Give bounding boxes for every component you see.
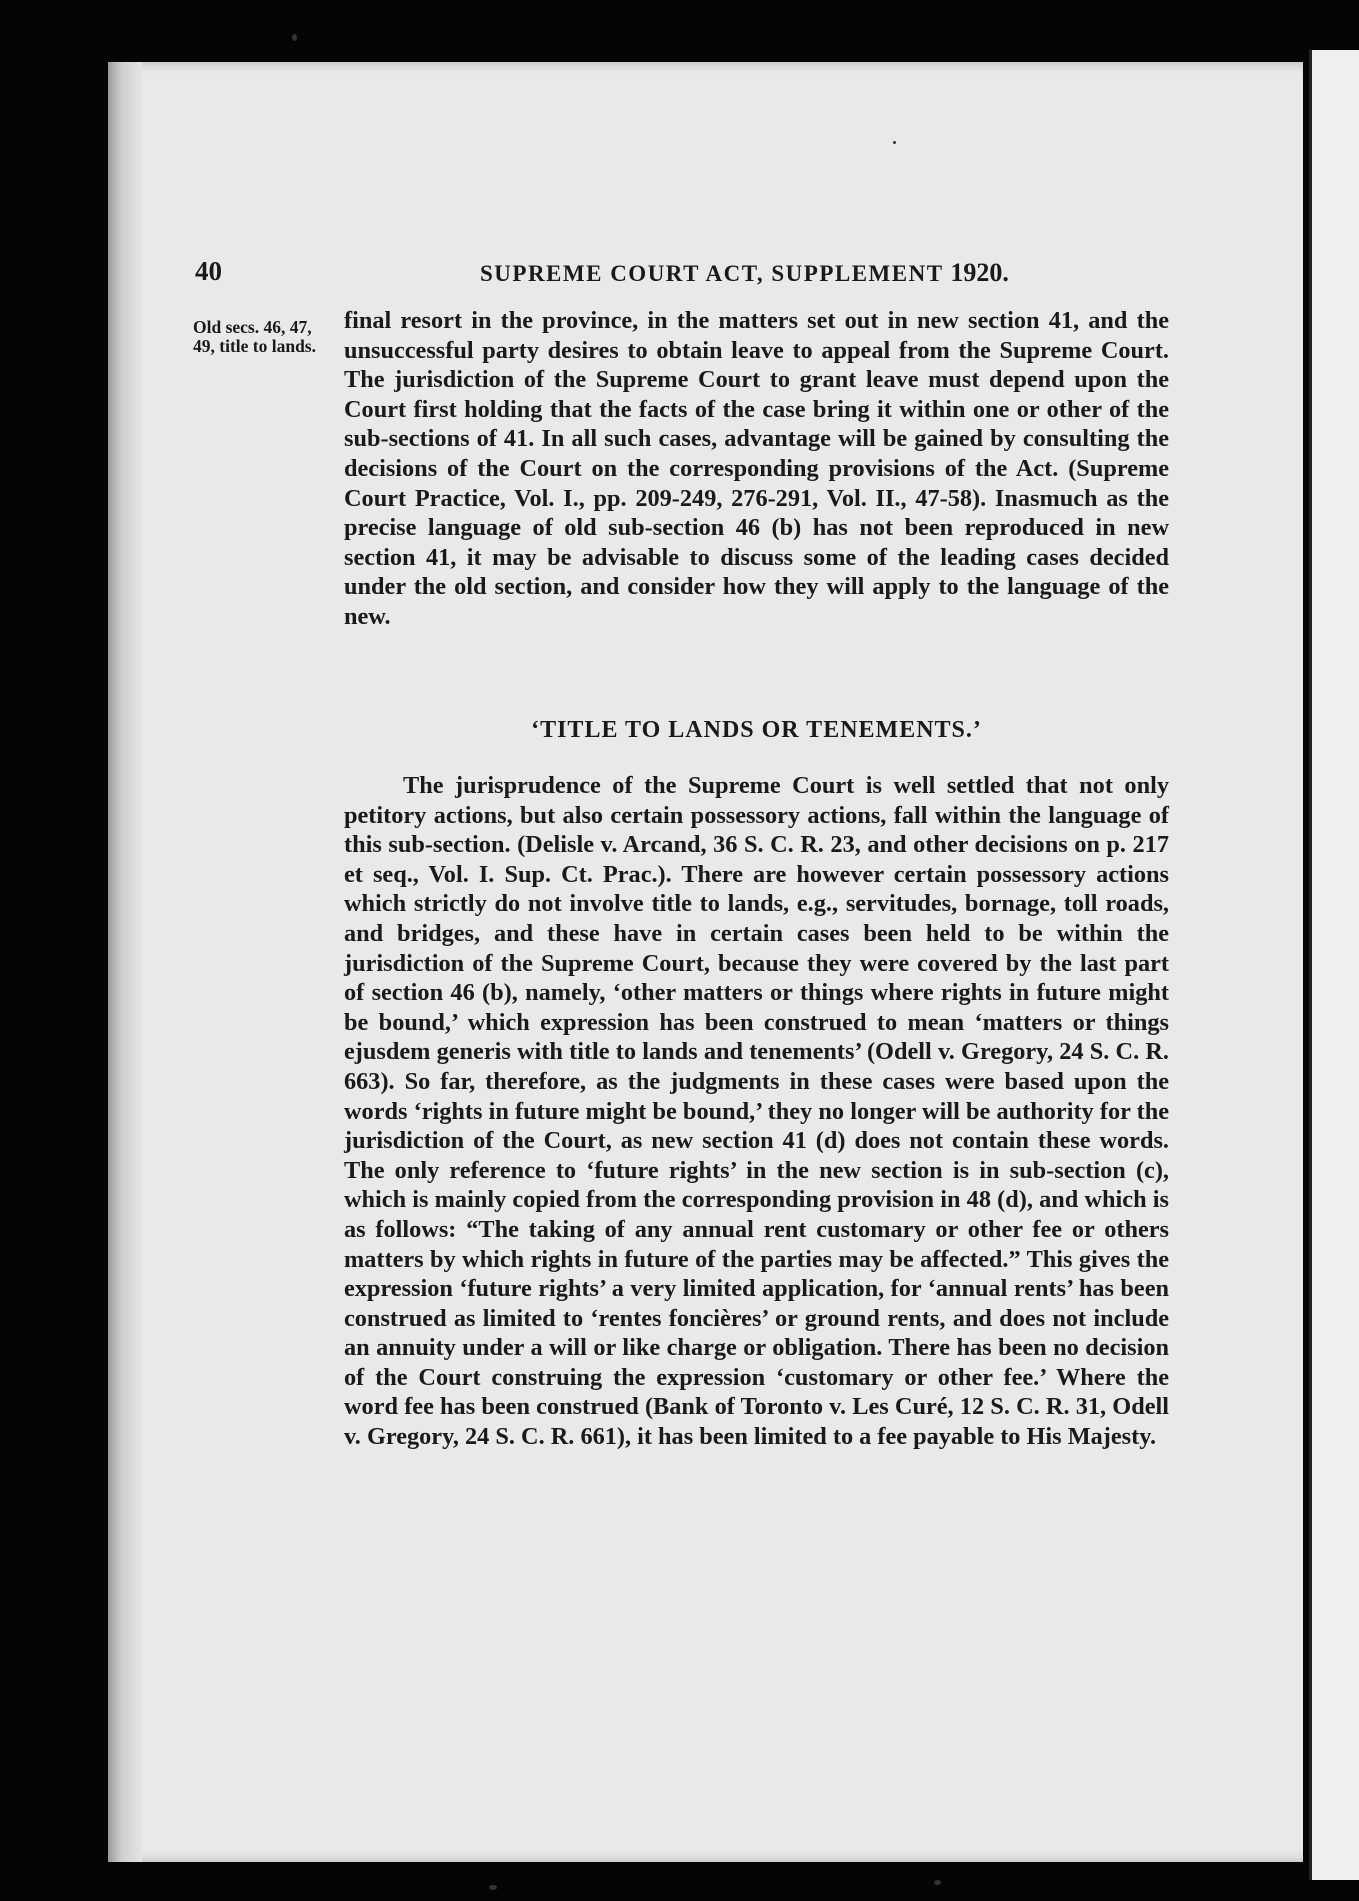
page-binding-shadow <box>108 62 142 1862</box>
running-head-title: SUPREME COURT ACT, SUPPLEMENT <box>480 261 944 286</box>
scan-speck <box>934 1880 941 1885</box>
margin-note: Old secs. 46, 47, 49, title to lands. <box>193 317 316 356</box>
body-text-block-2 <box>344 771 1169 1452</box>
scan-speck <box>489 1885 497 1890</box>
page-number: 40 <box>195 256 222 286</box>
scan-speck <box>893 141 896 144</box>
body-text-block-1 <box>344 306 1169 632</box>
running-head <box>480 258 1009 288</box>
running-head-year: 1920. <box>950 258 1009 287</box>
section-heading: ‘TITLE TO LANDS OR TENEMENTS.’ <box>531 717 982 743</box>
paragraph-title-to-lands: The jurisprudence of the Supreme Court is well settled that not only petitory actions, but also certain possessory actions, fall within the language of this sub-section. (Delisle v. Arcand, 36 S. C. R. 23, and other decisions on p. 217 et seq., Vol. I. Sup. Ct. Prac.). There are however certain possessory actions which strictly do not involve title to lands, e.g., servitudes, bornage, toll roads, and bridges, and these have in certain cases been held to be within the jurisdiction of the Supreme Court, because they were covered by the last part of section 46 (b), namely, ‘other matters or things where rights in future might be bound,’ which expression has been construed to mean ‘matters or things ejusdem generis with title to lands and tenements’ (Odell v. Gregory, 24 S. C. R. 663). So far, therefore, as the judgments in these cases were based upon the words ‘rights in future might be bound,’ they no longer will be authority for the jurisdiction of the Court, as new section 41 (d) does not contain these words. The only reference to ‘future rights’ in the new section is in sub-section (c), which is mainly copied from the corresponding provision in 48 (d), and which is as follows: “The taking of any annual rent customary or other fee or others matters by which rights in future of the parties may be affected.” This gives the expression ‘future rights’ a very limited application, for ‘annual rents’ has been construed as limited to ‘rentes foncières’ or ground rents, and does not include an annuity under a will or like charge or obligation. There has been no decision of the Court construing the expression ‘customary or other fee.’ Where the word fee has been construed (Bank of Toronto v. Les Curé, 12 S. C. R. 31, Odell v. Gregory, 24 S. C. R. 661), it has been limited to a fee payable to His Majesty. <box>344 772 1169 1451</box>
adjacent-page-edge <box>1309 50 1359 1880</box>
scan-speck <box>292 34 297 41</box>
paragraph-continuation: final resort in the province, in the matters set out in new section 41, and the unsuccessful party desires to obtain leave to appeal from the Supreme Court. The jurisdiction of the Supreme Court to grant leave must depend upon the Court first holding that the facts of the case bring it within one or other of the sub-sections of 41. In all such cases, advantage will be gained by consulting the decisions of the Court on the corresponding provisions of the Act. (Supreme Court Practice, Vol. I., pp. 209-249, 276-291, Vol. II., 47-58). Inasmuch as the precise language of old sub-section 46 (b) has not been reproduced in new section 41, it may be advisable to discuss some of the leading cases decided under the old section, and consider how they will apply to the language of the new. <box>344 307 1169 630</box>
